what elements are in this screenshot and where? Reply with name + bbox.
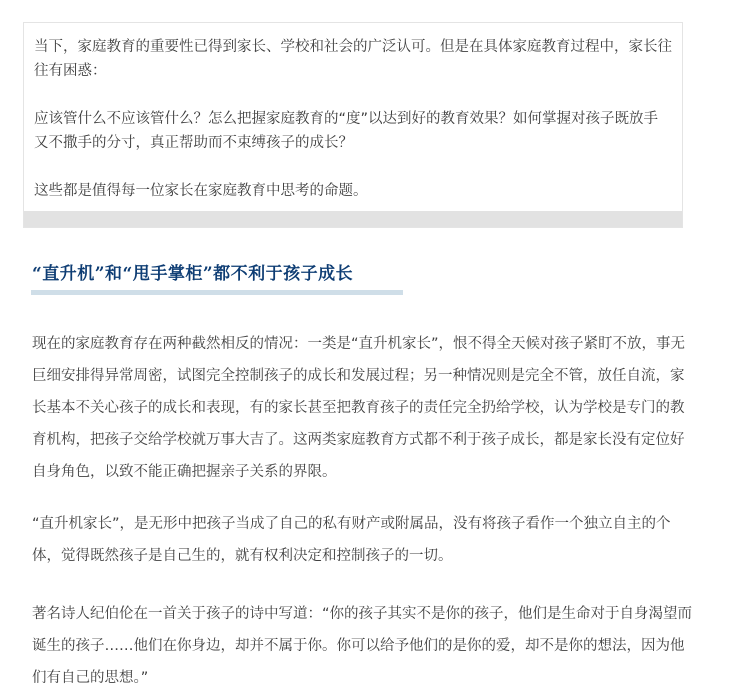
intro-paragraph-3: 这些都是值得每一位家长在家庭教育中思考的命题。: [34, 183, 368, 199]
intro-quote-box: [23, 22, 683, 228]
section-title-underline: [31, 290, 403, 295]
quote-bottom-bar: [24, 211, 682, 227]
body-paragraph-3: 著名诗人纪伯伦在一首关于孩子的诗中写道：“你的孩子其实不是你的孩子，他们是生命对于自身渴望而诞生的孩子……他们在你身边，却并不属于你。你可以给予他们的是你的爱，却不是你的想法，因为他们有自己的思想。”: [32, 606, 693, 686]
section-title: “直升机”和“甩手掌柜”都不利于孩子成长: [32, 264, 354, 284]
intro-paragraph-1: 当下，家庭教育的重要性已得到家长、学校和社会的广泛认可。但是在具体家庭教育过程中，家长往往有困惑：: [34, 39, 672, 79]
intro-quote-content: [24, 23, 682, 203]
body-paragraph-1: 现在的家庭教育存在两种截然相反的情况：一类是“直升机家长”，恨不得全天候对孩子紧盯不放，事无巨细安排得异常周密，试图完全控制孩子的成长和发展过程；另一种情况则是完全不管，放任自流，家长基本不关心孩子的成长和表现，有的家长甚至把教育孩子的责任完全扔给学校，认为学校是专门的教育机构，把孩子交给学校就万事大吉了。这两类家庭教育方式都不利于孩子成长，都是家长没有定位好自身角色，以致不能正确把握亲子关系的界限。: [32, 336, 686, 480]
intro-paragraph-2: 应该管什么不应该管什么？怎么把握家庭教育的“度”以达到好的教育效果？如何掌握对孩子既放手又不撒手的分寸，真正帮助而不束缚孩子的成长？: [34, 111, 659, 151]
body-paragraph-2: “直升机家长”，是无形中把孩子当成了自己的私有财产或附属品，没有将孩子看作一个独立自主的个体，觉得既然孩子是自己生的，就有权利决定和控制孩子的一切。: [32, 516, 671, 564]
